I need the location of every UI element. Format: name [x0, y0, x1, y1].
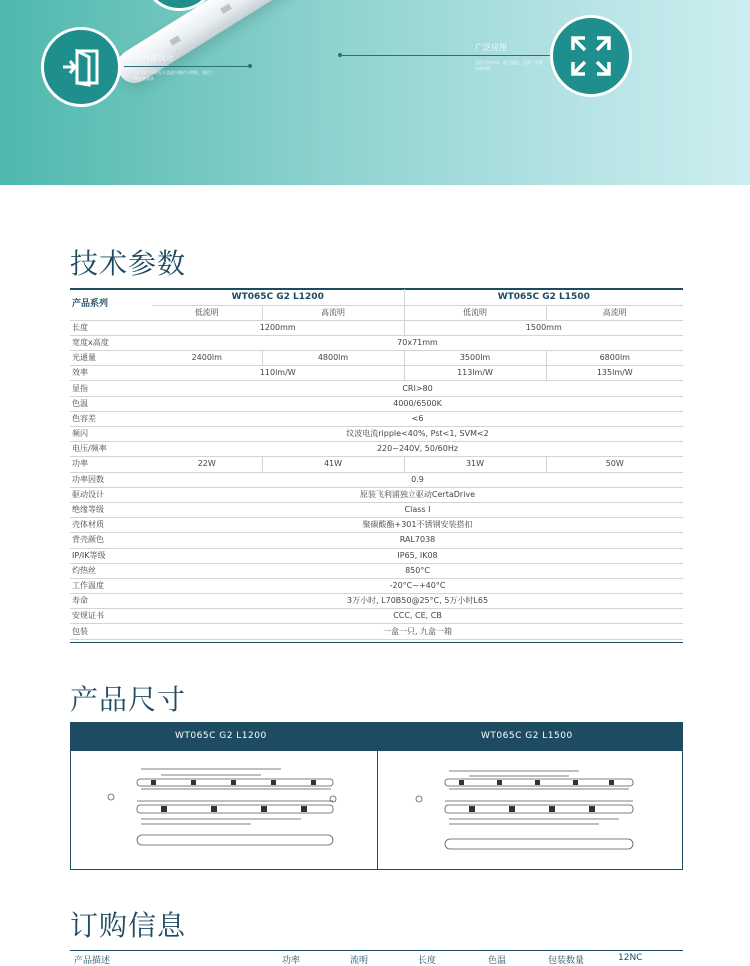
spec-row: 灼热丝 850°C: [70, 563, 683, 578]
dimensions-panel: [70, 722, 683, 870]
spec-row: 绝缘等级 Class I: [70, 502, 683, 517]
spec-section-title: 技术参数: [70, 247, 187, 280]
spec-series-label: 产品系列: [70, 289, 152, 320]
callout-right-title: 广泛应用: [475, 43, 507, 52]
spec-row: 工作温度 -20°C~+40°C: [70, 578, 683, 593]
spec-row: 电压/频率 220~240V, 50/60Hz: [70, 442, 683, 457]
spec-subheader-row: [70, 305, 683, 320]
drawing-l1200: [101, 761, 361, 861]
spec-row: 色温 4000/6500K: [70, 396, 683, 411]
order-col: 色温: [488, 956, 507, 966]
order-col: 功率: [282, 956, 301, 966]
spec-row: 效率 110lm/W 113lm/W 135lm/W: [70, 366, 683, 381]
order-col: 包装数量: [548, 956, 585, 966]
spec-row: 色容差 <6: [70, 411, 683, 426]
dimensions-section-title: 产品尺寸: [70, 683, 187, 716]
order-col: 流明: [350, 956, 369, 966]
dimensions-model-l1500: WT065C G2 L1500: [481, 731, 573, 741]
order-col: 产品描述: [74, 956, 111, 966]
spec-header-row: [70, 289, 683, 305]
spec-row: 功率 22W 41W 31W 50W: [70, 457, 683, 472]
spec-variant: 高流明: [262, 305, 404, 320]
order-col: 12NC: [618, 953, 643, 963]
spec-row: 功率因数 0.9: [70, 472, 683, 487]
spec-row: 驱动设计 原装飞利浦独立驱动CertaDrive: [70, 487, 683, 502]
drawing-l1500: [409, 761, 669, 861]
spec-row: 寿命 3万小时, L70B50@25°C, 5万小时L65: [70, 594, 683, 609]
spec-table: [70, 289, 683, 640]
callout-left-desc: 用户客户可轻松开盖进行维护与替换，满足工程安装需求: [134, 70, 214, 81]
order-section-title: 订购信息: [70, 909, 187, 942]
spec-row: 安规证书 CCC, CE, CB: [70, 609, 683, 624]
spec-row: 显指 CRI>80: [70, 381, 683, 396]
spec-row: 宽度x高度 70x71mm: [70, 335, 683, 350]
open-cover-icon: [41, 27, 121, 107]
spec-variant: 低流明: [152, 305, 262, 320]
expand-arrows-icon: [550, 15, 632, 97]
spec-model-l1500: WT065C G2 L1500: [404, 289, 683, 305]
spec-model-l1200: WT065C G2 L1200: [152, 289, 404, 305]
spec-variant: 高流明: [546, 305, 683, 320]
spec-row: 背壳颜色 RAL7038: [70, 533, 683, 548]
spec-row: 长度 1200mm 1500mm: [70, 320, 683, 335]
spec-row: 频闪 纹波电流ripple<40%, Pst<1, SVM<2: [70, 427, 683, 442]
dimensions-header: [71, 723, 682, 751]
spec-row: 包装 一盒一只, 九盒一箱: [70, 624, 683, 639]
spec-row: 壳体材质 聚碳酸酯+301不锈钢安装搭扣: [70, 518, 683, 533]
order-col: 长度: [418, 956, 437, 966]
spec-variant: 低流明: [404, 305, 546, 320]
spec-row: 光通量 2400lm 4800lm 3500lm 6800lm: [70, 351, 683, 366]
dimensions-model-l1200: WT065C G2 L1200: [175, 731, 267, 741]
callout-left-title: 可开盖设计: [134, 53, 174, 62]
callout-right-desc: 适用于停车场、地下通道、仓库厂房等多种场所: [475, 60, 543, 71]
hero-banner: [0, 0, 750, 185]
spec-row: IP/IK等级 IP65, IK08: [70, 548, 683, 563]
